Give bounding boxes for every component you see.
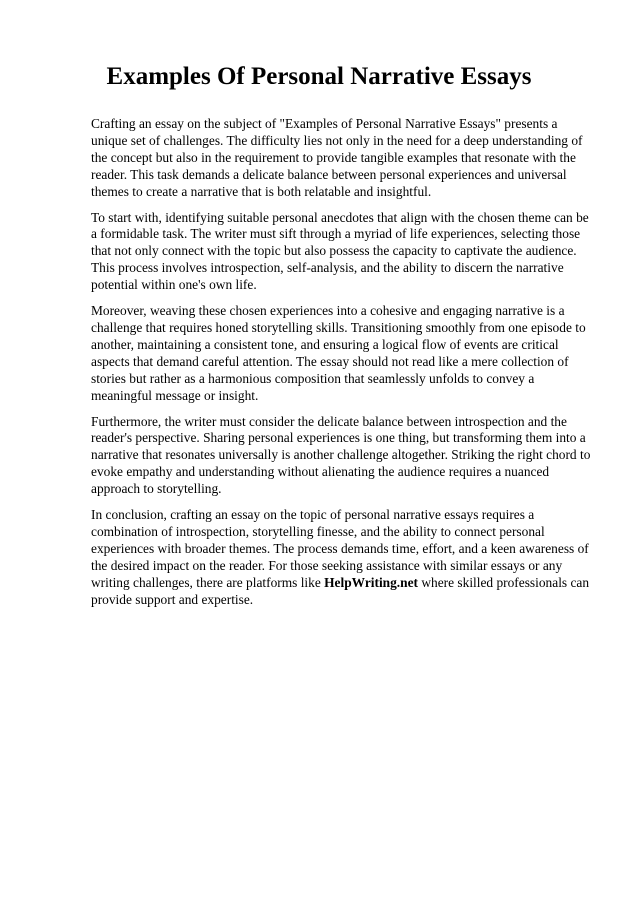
helpwriting-link[interactable]: HelpWriting.net [324,574,418,590]
paragraph-3: Moreover, weaving these chosen experiences into a cohesive and engaging narrative is a challenge that requires honed storytelling skills. Transitioning smoothly from one episode to another, maintaining a consistent tone, and ensuring a logical flow of events are critical aspects that demand careful attention. The essay should not read like a mere collection of stories but rather as a harmonious composition that seamlessly unfolds to convey a meaningful message or insight. [91,303,586,403]
paragraph-4: Furthermore, the writer must consider the delicate balance between introspection and the reader's perspective. Sharing personal experiences is one thing, but transforming them into a narrative that resonates universally is another challenge altogether. Striking the right chord to evoke empathy and understanding without alienating the audience requires a nuanced approach to storytelling. [91,413,591,497]
paragraph-1: Crafting an essay on the subject of "Examples of Personal Narrative Essays" presents a unique set of challenges. The difficulty lies not only in the need for a deep understanding of the concept but also in the requirement to provide tangible examples that resonate with the reader. This task demands a delicate balance between personal experiences and universal themes to create a narrative that is both relatable and insightful. [91,116,583,199]
page-title: Examples Of Personal Narrative Essays [106,63,532,90]
paragraph-conclusion [91,507,595,608]
paragraph-2: To start with, identifying suitable personal anecdotes that align with the chosen theme can be a formidable task. The writer must sift through a myriad of life experiences, selecting those that not only connect with the topic but also possess the capacity to captivate the audience. This process involves introspection, self-analysis, and the ability to discern the narrative potential within one's own life. [91,209,589,293]
conclusion-text-before: In conclusion, crafting an essay on the topic of personal narrative essays requires a combination of introspection, storytelling finesse, and the ability to connect personal experiences with broader themes. The process demands time, effort, and a keen awareness of the desired impact on the reader. For those seeking assistance with similar essays or any writing challenges, there are platforms like [91,507,589,590]
conclusion-text-after: where skilled professionals can provide support and expertise. [91,574,590,607]
